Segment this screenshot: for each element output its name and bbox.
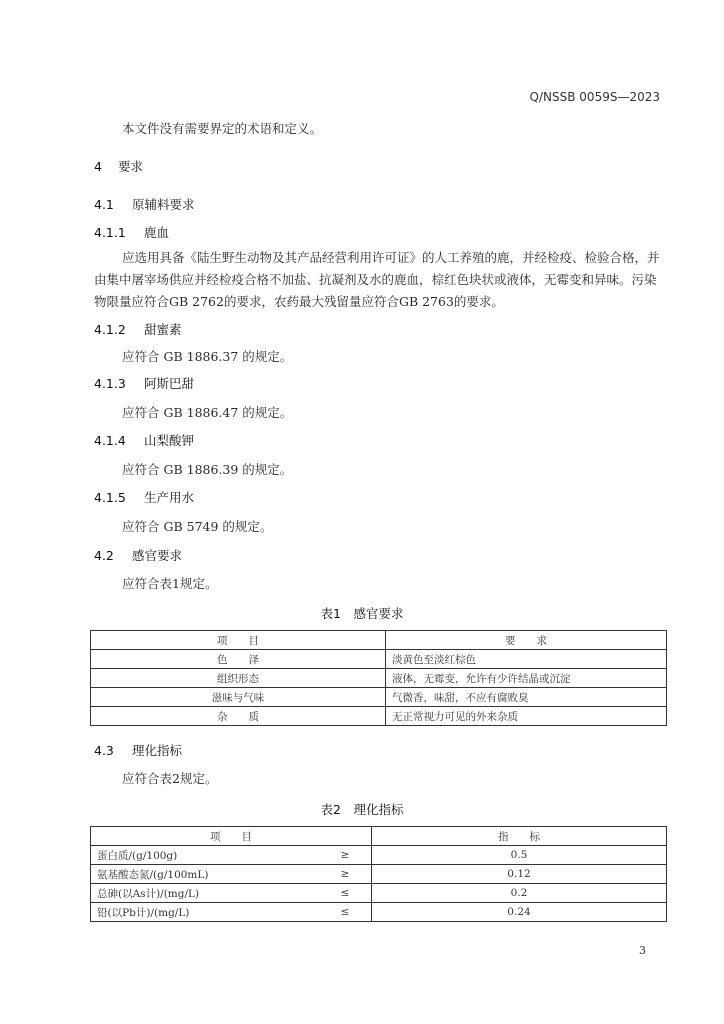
table-header-cell: 项 目 xyxy=(91,827,372,846)
section-number: 4.2 xyxy=(94,548,114,563)
table-cell: 蛋白质/(g/100g) xyxy=(91,846,320,865)
intro-text: 本文件没有需要界定的术语和定义。 xyxy=(122,121,323,136)
section-title: 阿斯巴甜 xyxy=(144,376,195,391)
section-number: 4.1.4 xyxy=(94,433,126,448)
section-number: 4.1.5 xyxy=(94,490,126,505)
table-cell: 组织形态 xyxy=(91,669,386,688)
table-cell: ≥ xyxy=(319,846,372,865)
sensory-requirements-table xyxy=(90,630,667,726)
document-id: Q/NSSB 0059S—2023 xyxy=(529,90,660,104)
table-cell: 0.5 xyxy=(372,846,667,865)
table-header-row xyxy=(91,827,667,846)
table-cell: 氨基酸态氮/(g/100mL) xyxy=(91,865,320,884)
section-title: 理化指标 xyxy=(132,743,183,758)
section-4-3-heading xyxy=(94,741,182,759)
table-cell: 液体，无霉变，允许有少许结晶或沉淀 xyxy=(386,669,667,688)
section-number: 4.1.3 xyxy=(94,376,126,391)
section-number: 4.1.2 xyxy=(94,322,126,337)
paragraph-line: 由集中屠宰场供应并经检疫合格不加盐、抗凝剂及水的鹿血，棕红色块状或液体，无霉变和异味。污染 xyxy=(94,272,657,287)
section-number: 4.1.1 xyxy=(94,225,126,240)
section-title: 生产用水 xyxy=(144,490,195,505)
table-header-cell: 要 求 xyxy=(386,631,667,650)
paragraph-text: 应符合表2规定。 xyxy=(122,771,218,786)
table-cell: 0.2 xyxy=(372,884,667,903)
section-title: 鹿血 xyxy=(144,225,170,240)
section-title: 甜蜜素 xyxy=(144,322,182,337)
section-4-1-1-heading xyxy=(94,223,169,241)
section-4-1-5-heading xyxy=(94,488,194,506)
section-4-heading xyxy=(94,157,143,175)
table-1-caption: 表1 感官要求 xyxy=(320,606,404,621)
section-4-1-4-heading xyxy=(94,431,194,449)
section-4-1-heading xyxy=(94,195,195,213)
table-row xyxy=(91,903,667,922)
table-2-caption: 表2 理化指标 xyxy=(320,802,404,817)
section-title: 要求 xyxy=(118,159,144,174)
table-row xyxy=(91,688,667,707)
physicochemical-indicators-table xyxy=(90,826,667,922)
section-number: 4.1 xyxy=(94,197,114,212)
table-row xyxy=(91,884,667,903)
section-title: 原辅料要求 xyxy=(132,197,195,212)
paragraph-text: 应符合 GB 1886.37 的规定。 xyxy=(122,349,293,364)
table-cell: ≤ xyxy=(319,884,372,903)
paragraph-text: 应符合 GB 1886.47 的规定。 xyxy=(122,405,293,420)
table-row xyxy=(91,669,667,688)
table-cell: 色 泽 xyxy=(91,650,386,669)
table-row xyxy=(91,865,667,884)
table-cell: 铅(以Pb计)/(mg/L) xyxy=(91,903,320,922)
table-cell: 淡黄色至淡红棕色 xyxy=(386,650,667,669)
table-row xyxy=(91,707,667,726)
table-row xyxy=(91,846,667,865)
table-cell: 无正常视力可见的外来杂质 xyxy=(386,707,667,726)
paragraph-line: 物限量应符合GB 2762的要求，农药最大残留量应符合GB 2763的要求。 xyxy=(94,294,504,309)
table-cell: 总砷(以As计)/(mg/L) xyxy=(91,884,320,903)
section-number: 4 xyxy=(94,159,102,174)
table-header-cell: 项 目 xyxy=(91,631,386,650)
table-cell: 滋味与气味 xyxy=(91,688,386,707)
section-4-2-heading xyxy=(94,546,182,564)
table-header-row xyxy=(91,631,667,650)
section-4-1-3-heading xyxy=(94,374,194,392)
table-cell: ≤ xyxy=(319,903,372,922)
table-cell: 气微香，味甜，不应有腐败臭 xyxy=(386,688,667,707)
section-number: 4.3 xyxy=(94,743,114,758)
paragraph-text: 应符合表1规定。 xyxy=(122,576,218,591)
table-cell: 0.12 xyxy=(372,865,667,884)
table-cell: 杂 质 xyxy=(91,707,386,726)
section-4-1-2-heading xyxy=(94,320,182,338)
page-number: 3 xyxy=(639,944,646,957)
table-cell: 0.24 xyxy=(372,903,667,922)
section-title: 山梨酸钾 xyxy=(144,433,195,448)
table-header-cell: 指 标 xyxy=(372,827,667,846)
section-title: 感官要求 xyxy=(132,548,183,563)
paragraph-line: 应选用具备《陆生野生动物及其产品经营利用许可证》的人工养殖的鹿，并经检疫、检验合格，并 xyxy=(122,250,660,265)
paragraph-text: 应符合 GB 5749 的规定。 xyxy=(122,519,273,534)
table-cell: ≥ xyxy=(319,865,372,884)
paragraph-text: 应符合 GB 1886.39 的规定。 xyxy=(122,462,293,477)
table-row xyxy=(91,650,667,669)
